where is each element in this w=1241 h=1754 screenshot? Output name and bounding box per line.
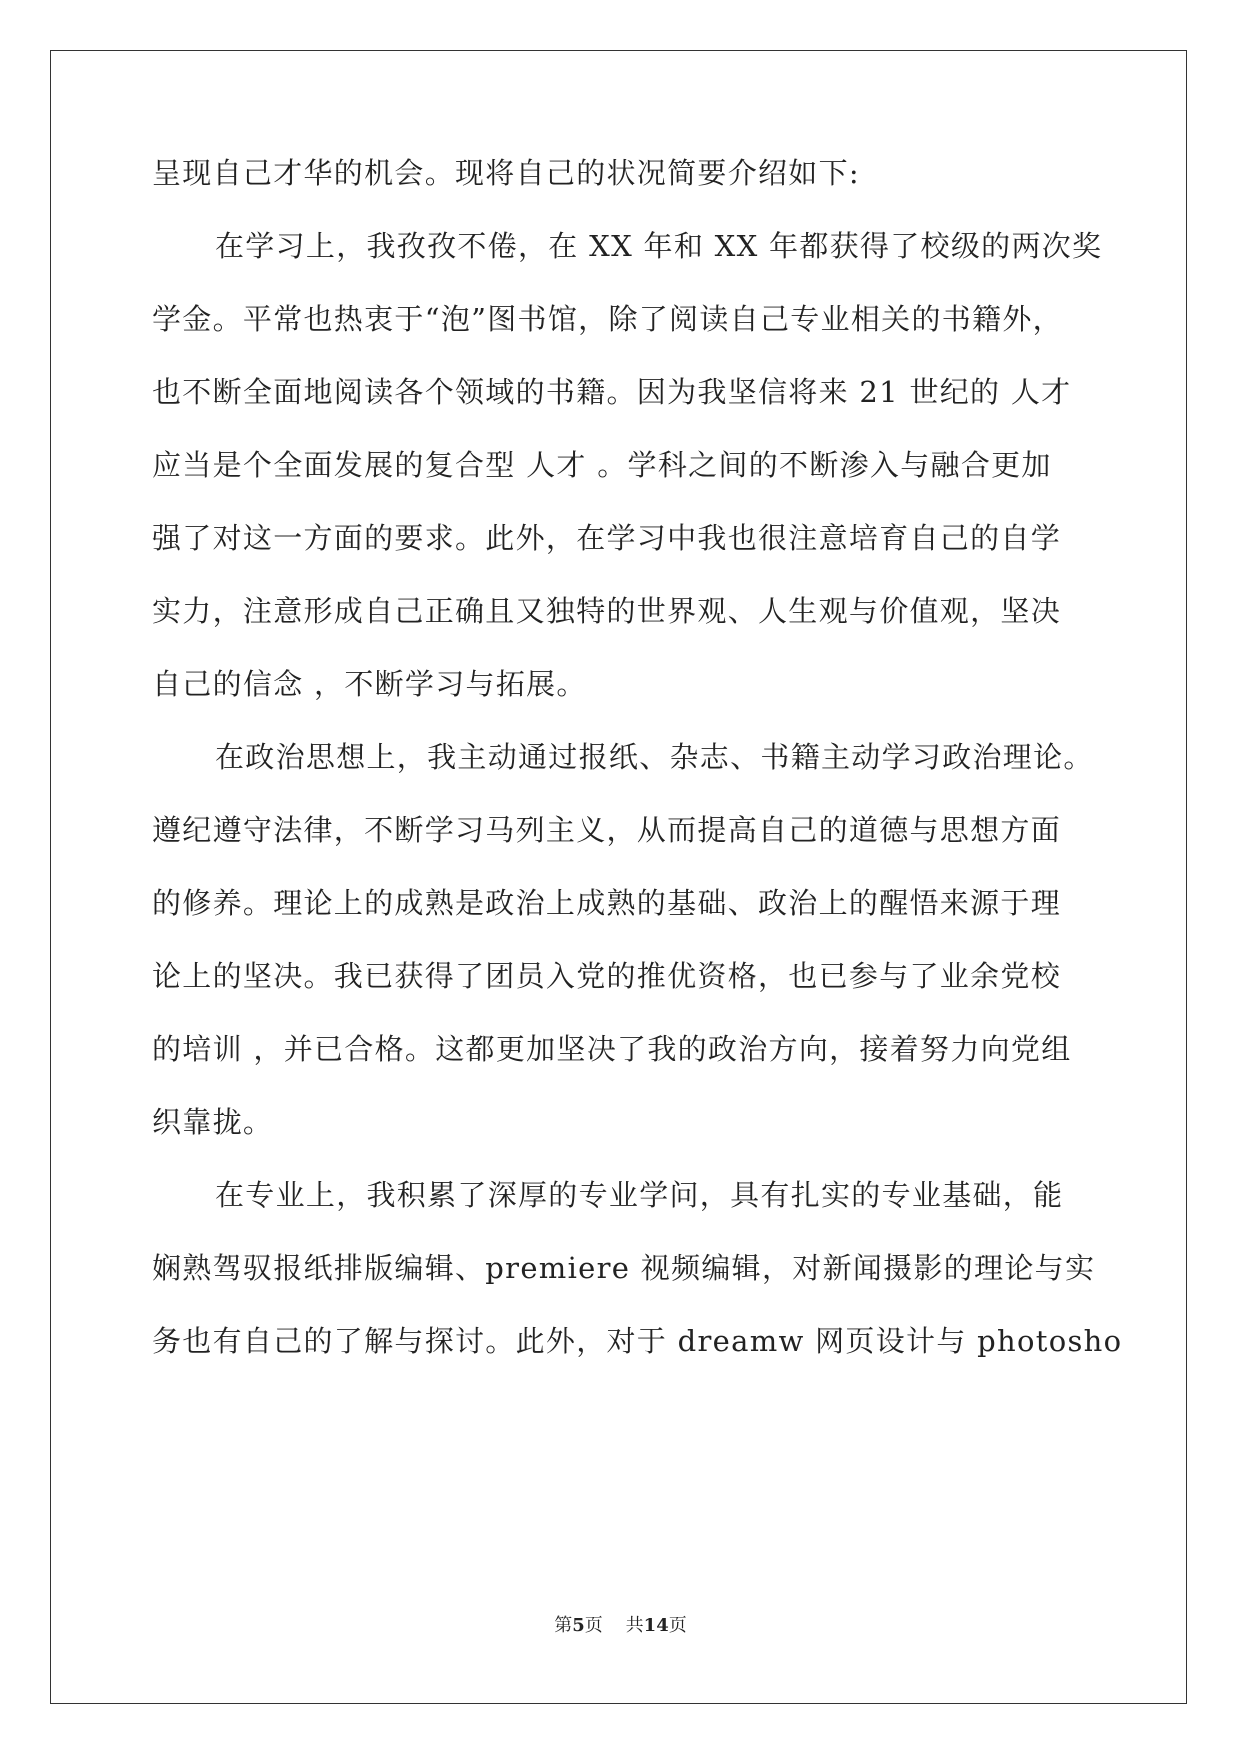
text-line: 娴熟驾驭报纸排版编辑、premiere 视频编辑，对新闻摄影的理论与实 [152,1251,1096,1285]
text-line: 遵纪遵守法律，不断学习马列主义，从而提高自己的道德与思想方面 [152,813,1062,847]
text-line: 也不断全面地阅读各个领域的书籍。因为我坚信将来 21 世纪的 人才 [152,375,1072,409]
paragraph-first-line: 在学习上，我孜孜不倦，在 XX 年和 XX 年都获得了校级的两次奖 [215,229,1103,263]
text-line: 织靠拢。 [152,1105,274,1139]
text-line: 自己的信念 ，不断学习与拓展。 [152,667,587,701]
total-pages: 14 [643,1615,669,1636]
text-line: 论上的坚决。我已获得了团员入党的推优资格，也已参与了业余党校 [152,959,1062,993]
total-suffix: 页 [668,1615,687,1636]
text-line: 应当是个全面发展的复合型 人才 。学科之间的不断渗入与融合更加 [152,448,1052,482]
page-prefix: 第 [554,1615,573,1636]
paragraph-first-line: 在专业上，我积累了深厚的专业学问，具有扎实的专业基础，能 [215,1178,1064,1212]
text-line: 的培训 ，并已合格。这都更加坚决了我的政治方向，接着努力向党组 [152,1032,1072,1066]
text-line: 实力，注意形成自己正确且又独特的世界观、人生观与价值观，坚决 [152,594,1062,628]
total-prefix: 共 [625,1615,644,1636]
page-number: 5 [572,1615,585,1636]
page-border [50,50,1187,1704]
text-line: 学金。平常也热衷于“泡”图书馆，除了阅读自己专业相关的书籍外， [152,302,1063,336]
page-footer [0,1614,1241,1638]
page-suffix: 页 [584,1615,603,1636]
text-line: 的修养。理论上的成熟是政治上成熟的基础、政治上的醒悟来源于理 [152,886,1062,920]
text-line: 呈现自己才华的机会。现将自己的状况简要介绍如下: [152,156,860,190]
text-line: 强了对这一方面的要求。此外，在学习中我也很注意培育自己的自学 [152,521,1062,555]
text-line: 务也有自己的了解与探讨。此外，对于 dreamw 网页设计与 photosho [152,1324,1123,1358]
paragraph-first-line: 在政治思想上，我主动通过报纸、杂志、书籍主动学习政治理论。 [215,740,1094,774]
